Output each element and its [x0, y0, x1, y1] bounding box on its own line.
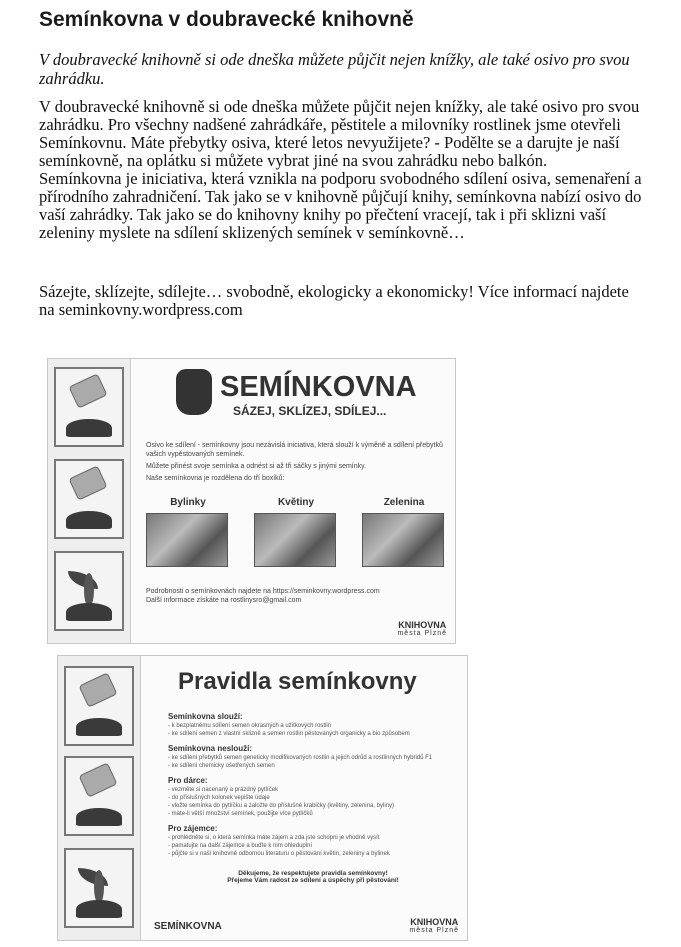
poster-slogan: SÁZEJ, SKLÍZEJ, SDÍLEJ... — [233, 404, 387, 418]
article-paragraph-1: V doubravecké knihovně si ode dneška můžete půjčit nejen knížky, ale také osivo pro svou zahrádku. Pro všechny nadšené zahrádkáře, pěstitele a milovníky rostlinek jsme otevřeli Semínkovnu. Máte přebytky osiva, které letos nevyužijete? - Podělte se a darujte je naší semínkovně, na oplátku si můžete vybrat jiné na svou zahrádku nebo balkón. — [39, 97, 640, 170]
library-name: KNIHOVNA — [410, 917, 459, 927]
rules-heading: Semínkovna neslouží: — [168, 744, 253, 753]
sprout-illustration — [64, 848, 134, 928]
article-closing: Sázejte, sklízejte, sdílejte… svobodně, ekologicky a ekonomicky! Více informací najdete na seminkovny.wordpress.com — [39, 282, 629, 319]
poster-intro-3: Naše semínkovna je rozdělena do tří boxíků: — [146, 475, 285, 482]
category-label: Bylinky — [170, 497, 206, 508]
sowing-illustration — [64, 666, 134, 746]
rules-item: - vezměte si nacenaný a prázdný pytlíček — [168, 787, 279, 793]
rules-heading: Pro dárce: — [168, 776, 208, 785]
rules-item: - pamatujte na další zájemce a buďte k nim ohleduplní — [168, 843, 313, 849]
category-flowers — [254, 497, 338, 567]
library-logo — [409, 917, 459, 934]
illustration-strip — [58, 656, 141, 940]
poster-footer — [146, 587, 446, 605]
rules-poster-image — [57, 655, 468, 941]
rules-item: - máte-li větší množství semínek, použijte více pytlíčků — [168, 811, 313, 817]
illustration-strip — [48, 359, 131, 643]
sowing-illustration — [54, 367, 124, 447]
article-title: Semínkovna v doubravecké knihovně — [39, 8, 414, 31]
poster-intro-2: Můžete přinést svoje semínka a odnést si až tři sáčky s jinými semínky. — [146, 463, 367, 470]
category-list — [146, 497, 446, 567]
category-vegetables — [362, 497, 446, 567]
poster-intro-1: Osivo ke sdílení - semínkovny jsou nezávislá iniciativa, která slouží k výměně a sdílení přebytků vašich vypěstovaných semínek. — [146, 442, 443, 458]
article-lead: V doubravecké knihovně si ode dneška můžete půjčit nejen knížky, ale také osivo pro svou zahrádku. — [39, 50, 630, 88]
article-paragraph-2: Semínkovna je iniciativa, která vznikla na podporu svobodného sdílení osiva, semenaření a přírodního zahradničení. Tak jako se v knihovně půjčují knihy, semínkovna nabízí osivo do vaší zahrádky. Tak jako se do knihovny knihy po přečtení vracejí, tak i při sklizni vaší zeleniny myslete na sdílení sklizených semínek v semínkovně… — [39, 169, 642, 242]
herbs-photo — [146, 513, 228, 567]
rules-thanks — [168, 870, 458, 884]
rules-item: - ke sdílení přebytků semen geneticky modifikovaných rostlin a jejich odrůd a rostlinných hybridů F1 — [168, 755, 433, 761]
poster-intro — [146, 441, 446, 483]
rules-thanks-1: Děkujeme, že respektujete pravidla semínkovny! — [238, 870, 388, 877]
rules-thanks-2: Přejeme Vám radost ze sdílení a úspěchy při pěstování! — [227, 877, 399, 884]
rules-title: Pravidla semínkovny — [178, 668, 417, 695]
hand-logo-icon — [176, 369, 212, 415]
poster-more-info-2: Další informace získáte na rostlinysro@gmail.com — [146, 597, 302, 604]
rules-item: - půjčte si v naší knihovně odbornou literaturu o pěstování květin, zeleniny a bylinek — [168, 851, 390, 857]
category-label: Zelenina — [383, 497, 425, 508]
rules-item: - ke sdílení semen z vlastní sklizně a semen rostlin pěstovaných organicky a bio způsobem — [168, 731, 410, 737]
category-herbs — [146, 497, 230, 567]
rules-brand: SEMÍNKOVNA — [154, 921, 222, 932]
seminkovna-poster-image — [47, 358, 456, 644]
watering-illustration — [64, 756, 134, 836]
rules-heading: Pro zájemce: — [168, 824, 218, 833]
flowers-photo — [254, 513, 336, 567]
vegetables-photo — [362, 513, 444, 567]
rules-item: - prohlédněte si, o která semínka máte zájem a zda jste schopni je vhodně vysít — [168, 835, 380, 841]
sprout-illustration — [54, 551, 124, 631]
rules-item: - do příslušných kolonek vepište údaje — [168, 795, 270, 801]
library-subtitle: města Plzně — [397, 630, 447, 637]
poster-brand: SEMÍNKOVNA — [220, 371, 417, 403]
watering-illustration — [54, 459, 124, 539]
rules-heading: Semínkovna slouží: — [168, 712, 243, 721]
category-label: Květiny — [277, 497, 315, 508]
rules-item: - k bezplatnému sdílení semen okrasných a užitkových rostlin — [168, 723, 332, 729]
rules-list — [168, 706, 458, 858]
rules-item: - vložte semínka do pytlíčku a založte do příslušné krabičky (květiny, zelenina, byliny) — [168, 803, 394, 809]
article-body — [39, 98, 659, 242]
library-logo — [397, 620, 447, 637]
library-name: KNIHOVNA — [398, 620, 447, 630]
poster-more-info-1: Podrobnosti o semínkovnách najdete na https://seminkovny.wordpress.com — [146, 588, 380, 595]
library-subtitle: města Plzně — [409, 927, 459, 934]
rules-item: - ke sdílení chemicky ošetřených semen — [168, 763, 275, 769]
